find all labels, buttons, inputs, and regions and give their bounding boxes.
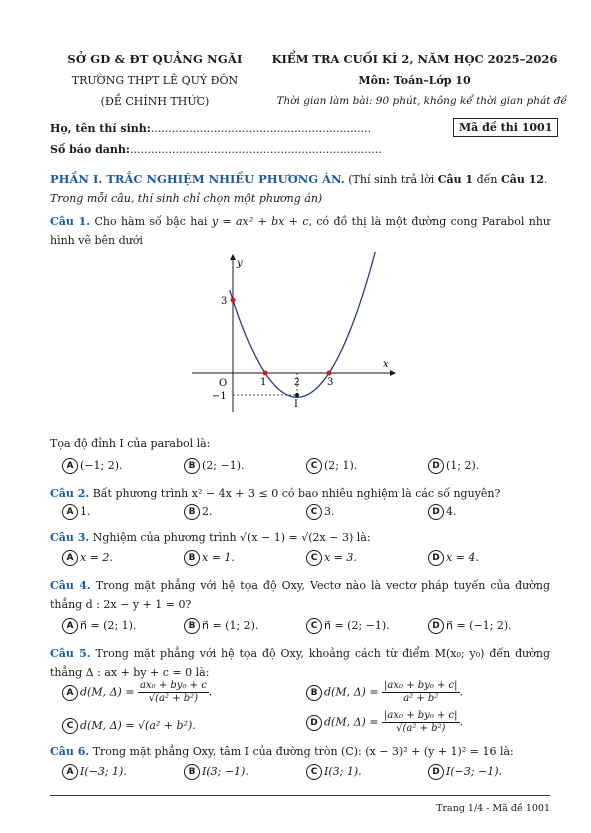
q5-a-fraction <box>138 680 209 705</box>
student-name-dots[interactable]: ............................................................... <box>150 122 372 135</box>
exam-title: KIỂM TRA CUỐI KÌ 2, NĂM HỌC 2025–2026 <box>271 52 558 66</box>
point-y-intercept <box>231 298 236 303</box>
x-tick-2: 2 <box>294 378 300 388</box>
question-3-options <box>0 550 591 570</box>
part1-intro-q12: Câu 12 <box>500 173 545 186</box>
option-text: 1. <box>80 505 91 518</box>
option-circle: C <box>306 504 322 520</box>
option-circle: C <box>62 718 78 734</box>
q2-option-b[interactable] <box>184 504 213 520</box>
student-id-dots[interactable]: ........................................................................ <box>129 143 382 156</box>
x-tick-1: 1 <box>260 377 267 388</box>
option-text: (1; 2). <box>446 459 480 472</box>
option-circle: A <box>62 458 78 474</box>
q4-option-c[interactable] <box>306 618 390 634</box>
option-text: 2. <box>202 505 213 518</box>
option-lhs: d(M, Δ) = <box>80 685 135 699</box>
option-lhs: d(M, Δ) = <box>324 715 379 729</box>
option-text: 4. <box>446 505 457 518</box>
option-text: x = 3. <box>324 551 357 564</box>
option-text: (2; 1). <box>324 459 358 472</box>
question-1 <box>50 212 550 250</box>
question-4-options <box>0 618 591 638</box>
q5-d-fraction <box>382 710 459 735</box>
q5-b-fraction <box>382 680 459 705</box>
option-text: x = 4. <box>446 551 479 564</box>
q6-option-d[interactable] <box>428 764 502 780</box>
q3-option-b[interactable] <box>184 550 235 566</box>
parabola-graph <box>190 252 400 412</box>
option-circle: D <box>428 618 444 634</box>
option-circle: A <box>62 504 78 520</box>
y-tick-neg1: −1 <box>212 391 227 402</box>
option-text: I(3; −1). <box>202 765 249 778</box>
option-circle: B <box>184 618 200 634</box>
option-circle: B <box>184 764 200 780</box>
question-4-stem: Trong mặt phẳng với hệ tọa độ Oxy, Vectơ nào là vectơ pháp tuyến của đường thẳng d : 2x − y + 1 = 0? <box>50 579 551 611</box>
option-text: n⃗ = (2; 1). <box>80 619 137 632</box>
option-text: I(3; 1). <box>324 765 362 778</box>
q5-option-c[interactable] <box>62 718 196 734</box>
option-circle: D <box>306 715 322 731</box>
q6-option-b[interactable] <box>184 764 249 780</box>
option-text: I(−3; −1). <box>446 765 503 778</box>
question-1-options <box>0 458 591 478</box>
question-6 <box>50 742 550 761</box>
question-6-label: Câu 6. <box>50 745 90 758</box>
option-circle: B <box>306 685 322 701</box>
q3-option-c[interactable] <box>306 550 357 566</box>
q1-option-a[interactable] <box>62 458 123 474</box>
option-text: n⃗ = (2; −1). <box>324 619 390 632</box>
q3-option-a[interactable] <box>62 550 113 566</box>
question-4 <box>50 576 550 614</box>
q3-option-d[interactable] <box>428 550 479 566</box>
option-text: (−1; 2). <box>80 459 123 472</box>
question-1-label: Câu 1. <box>50 215 91 228</box>
fraction-denominator: √(a² + b²) <box>148 693 199 704</box>
question-3-label: Câu 3. <box>50 531 90 544</box>
q2-option-c[interactable] <box>306 504 335 520</box>
option-text: x = 1. <box>202 551 235 564</box>
q4-option-b[interactable] <box>184 618 258 634</box>
student-name-label: Họ, tên thí sinh: <box>50 122 151 135</box>
question-2-label: Câu 2. <box>50 487 90 500</box>
option-circle: B <box>184 458 200 474</box>
question-1-stem-end: , có đồ thị là một đường cong Parabol như hình vẽ bên dưới <box>50 215 550 247</box>
part1-intro: (Thí sinh trả lời <box>344 173 438 186</box>
q1-option-d[interactable] <box>428 458 479 474</box>
y-tick-3: 3 <box>221 296 228 307</box>
y-axis-arrow <box>230 254 236 260</box>
question-1-stem: Cho hàm số bậc hai <box>94 215 212 228</box>
option-circle: A <box>62 550 78 566</box>
subject-label: Môn: Toán–Lớp 10 <box>358 74 471 87</box>
part1-intro-end: . Trong mỗi câu, thí sinh chỉ chọn một phương án) <box>50 173 548 205</box>
y-axis-label: y <box>237 258 243 269</box>
option-circle: A <box>62 618 78 634</box>
student-name-row <box>50 122 371 135</box>
exam-code-box: Mã đề thi 1001 <box>453 118 558 137</box>
q6-option-a[interactable] <box>62 764 127 780</box>
part1-header <box>50 170 550 208</box>
question-5-label: Câu 5. <box>50 647 91 660</box>
option-circle: C <box>306 618 322 634</box>
option-circle: D <box>428 504 444 520</box>
option-text: 3. <box>324 505 335 518</box>
question-2-stem: Bất phương trình x² − 4x + 3 ≤ 0 có bao nhiêu nghiệm là các số nguyên? <box>92 487 501 500</box>
x-axis-label: x <box>383 359 389 370</box>
school-name: TRƯỜNG THPT LÊ QUÝ ĐÔN <box>71 74 239 87</box>
q2-option-a[interactable] <box>62 504 91 520</box>
question-5 <box>50 644 550 682</box>
point-root-3 <box>327 371 332 376</box>
point-vertex <box>295 393 299 397</box>
q6-option-c[interactable] <box>306 764 362 780</box>
header-left <box>40 52 270 108</box>
option-circle: D <box>428 458 444 474</box>
question-3-stem: Nghiệm của phương trình √(x − 1) = √(2x − 3) là: <box>92 531 371 544</box>
q1-option-b[interactable] <box>184 458 245 474</box>
time-label: Thời gian làm bài: 90 phút, không kể thời gian phát đề <box>276 95 567 107</box>
vertex-label: I <box>294 399 298 410</box>
q1-option-c[interactable] <box>306 458 357 474</box>
x-tick-3: 3 <box>327 377 334 388</box>
department-name: SỞ GD & ĐT QUẢNG NGÃI <box>67 52 243 66</box>
student-id-label: Số báo danh: <box>50 143 130 156</box>
question-5-stem: Trong mặt phẳng với hệ tọa độ Oxy, khoảng cách từ điểm M(x₀; y₀) đến đường thẳng Δ : ax + by + c = 0 là: <box>50 647 550 679</box>
option-circle: B <box>184 550 200 566</box>
option-circle: D <box>428 550 444 566</box>
question-6-stem: Trong mặt phẳng Oxy, tâm I của đường tròn (C): (x − 3)² + (y + 1)² = 16 là: <box>92 745 514 758</box>
question-1-sub: Tọa độ đỉnh I của parabol là: <box>50 437 211 450</box>
page-footer: Trang 1/4 - Mã đề 1001 <box>436 803 550 814</box>
question-1-equation: y = ax² + bx + c <box>211 215 309 228</box>
fraction-denominator: √(a² + b²) <box>396 723 446 734</box>
question-2-options <box>0 504 591 524</box>
option-text: I(−3; 1). <box>80 765 127 778</box>
fraction-numerator: |ax₀ + by₀ + c| <box>384 710 458 721</box>
question-2 <box>50 484 550 503</box>
part1-intro-q1: Câu 1 <box>437 173 474 186</box>
header-right <box>262 52 567 107</box>
part1-title: PHẦN I. TRẮC NGHIỆM NHIỀU PHƯƠNG ÁN. <box>50 172 345 186</box>
footer-divider <box>50 795 550 796</box>
question-6-options <box>0 764 591 784</box>
question-4-label: Câu 4. <box>50 579 91 592</box>
q4-option-a[interactable] <box>62 618 136 634</box>
fraction-numerator: |ax₀ + by₀ + c| <box>384 680 458 691</box>
fraction-denominator: a² + b² <box>403 693 439 704</box>
option-lhs: d(M, Δ) = <box>324 685 379 699</box>
option-circle: C <box>306 764 322 780</box>
option-circle: A <box>62 685 78 701</box>
part1-intro-to: đến <box>473 173 501 186</box>
q5-option-d[interactable]: D d(M, Δ) = $\frac{\text{|ax₀ + by₀ + c|}}{\text{√(a² + b²)}}$ . <box>306 710 463 735</box>
x-axis-arrow <box>390 370 396 376</box>
point-root-1 <box>263 371 268 376</box>
official-label: (ĐỀ CHÍNH THỨC) <box>100 95 210 108</box>
option-circle: C <box>306 458 322 474</box>
q5-option-b[interactable]: B d(M, Δ) = $\frac{\text{|ax₀ + by₀ + c|}}{\text{a² + b²}}$ . <box>306 680 463 705</box>
question-3 <box>50 528 550 547</box>
option-circle: D <box>428 764 444 780</box>
option-circle: C <box>306 550 322 566</box>
origin-label: O <box>219 378 228 389</box>
option-text: n⃗ = (−1; 2). <box>446 619 512 632</box>
option-text: (2; −1). <box>202 459 245 472</box>
q4-option-d[interactable] <box>428 618 512 634</box>
student-id-row <box>50 143 382 156</box>
option-circle: B <box>184 504 200 520</box>
option-text: x = 2. <box>80 551 113 564</box>
option-circle: A <box>62 764 78 780</box>
option-text: n⃗ = (1; 2). <box>202 619 259 632</box>
q2-option-d[interactable] <box>428 504 457 520</box>
question-5-options <box>0 680 591 750</box>
parabola-curve <box>230 252 379 397</box>
option-text: d(M, Δ) = √(a² + b²). <box>80 719 196 732</box>
q5-option-a[interactable]: A d(M, Δ) = $\frac{\text{ax₀ + by₀ + c}}{\text{√(a² + b²)}}$ . <box>62 680 212 705</box>
fraction-numerator: ax₀ + by₀ + c <box>140 680 207 691</box>
